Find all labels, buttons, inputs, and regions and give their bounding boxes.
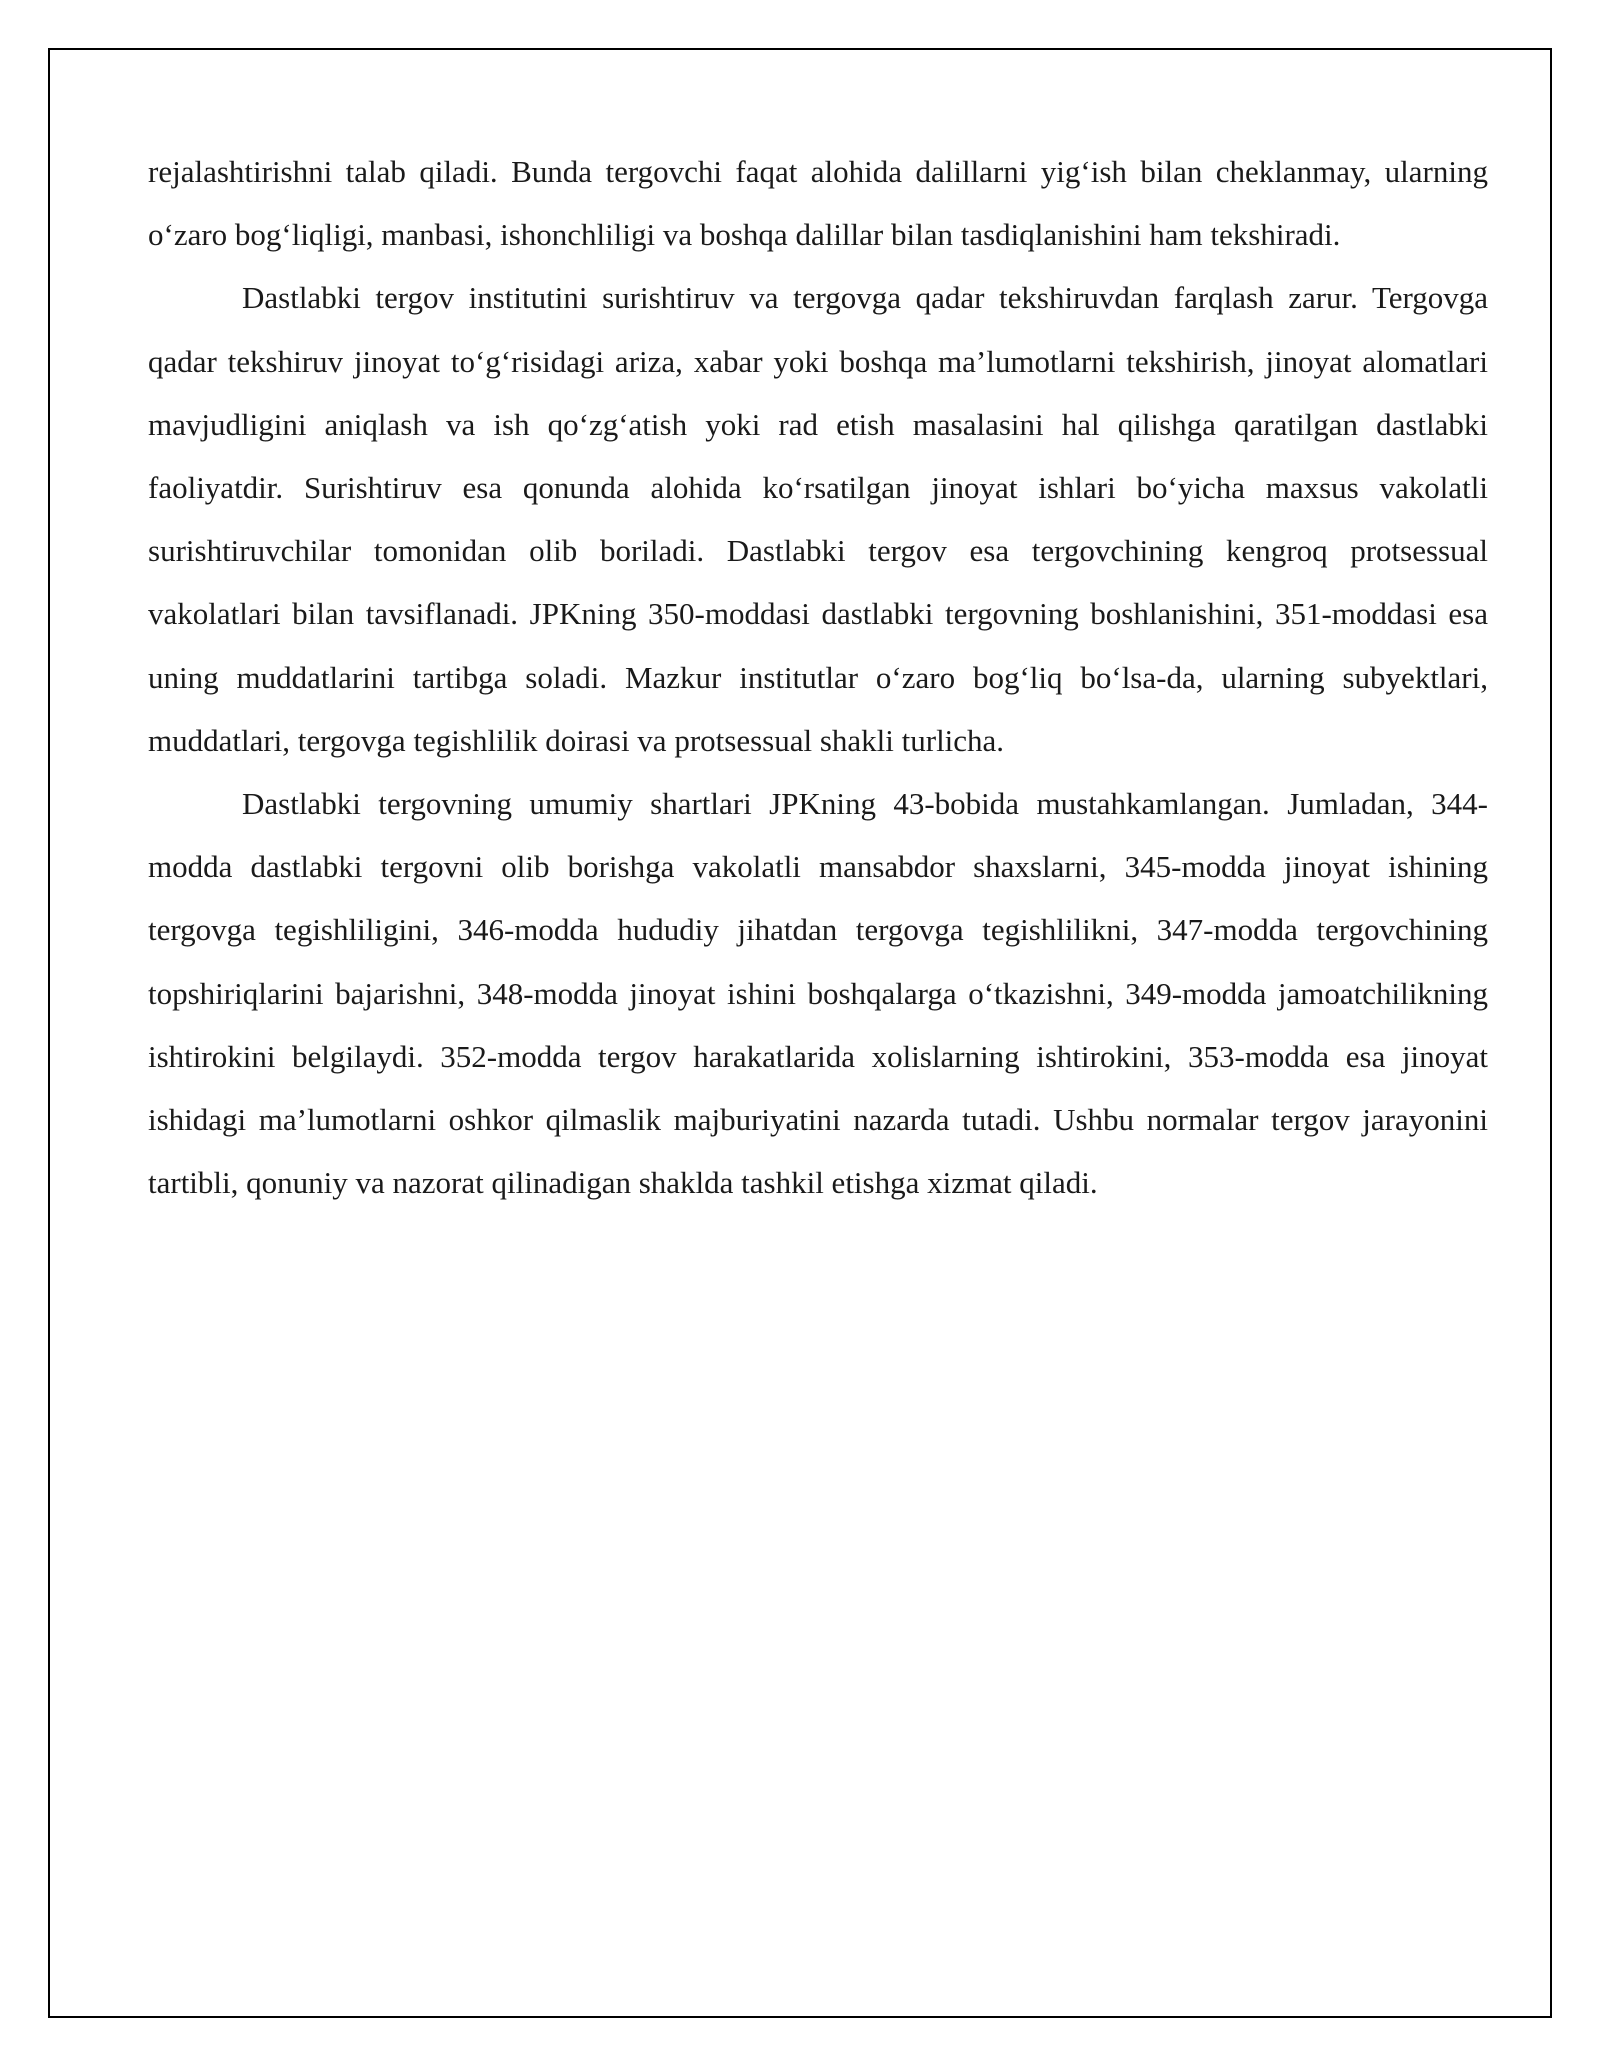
- paragraph-2: Dastlabki tergov institutini surishtiruv va tergovga qadar tekshiruvdan farqlash zarur. Tergovga qadar tekshiruv jinoyat to‘g‘risidagi ariza, xabar yoki boshqa ma’lumotlarni tekshirish, jinoyat alomatlari mavjudligini aniqlash va ish qo‘zg‘atish yoki rad etish masalasini hal qilishga qaratilgan dastlabki faoliyatdir. Surishtiruv esa qonunda alohida ko‘rsatilgan jinoyat ishlari bo‘yicha maxsus vakolatli surishtiruvchilar tomonidan olib boriladi. Dastlabki tergov esa tergovchining kengroq protsessual vakolatlari bilan tavsiflanadi. JPKning 350-moddasi dastlabki tergovning boshlanishini, 351-moddasi esa uning muddatlarini tartibga soladi. Mazkur institutlar o‘zaro bog‘liq bo‘lsa-da, ularning subyektlari, muddatlari, tergovga tegishlilik doirasi va protsessual shakli turlicha.: [148, 280, 1488, 758]
- document-body: [148, 140, 1488, 1214]
- paragraph-1: rejalashtirishni talab qiladi. Bunda tergovchi faqat alohida dalillarni yig‘ish bilan cheklanmay, ularning o‘zaro bog‘liqligi, manbasi, ishonchliligi va boshqa dalillar bilan tasdiqlanishini ham tekshiradi.: [148, 154, 1488, 253]
- paragraph-3: Dastlabki tergovning umumiy shartlari JPKning 43-bobida mustahkamlangan. Jumladan, 344-modda dastlabki tergovni olib borishga vakolatli mansabdor shaxslarni, 345-modda jinoyat ishining tergovga tegishliligini, 346-modda hududiy jihatdan tergovga tegishlilikni, 347-modda tergovchining topshiriqlarini bajarishni, 348-modda jinoyat ishini boshqalarga o‘tkazishni, 349-modda jamoatchilikning ishtirokini belgilaydi. 352-modda tergov harakatlarida xolislarning ishtirokini, 353-modda esa jinoyat ishidagi ma’lumotlarni oshkor qilmaslik majburiyatini nazarda tutadi. Ushbu normalar tergov jarayonini tartibli, qonuniy va nazorat qilinadigan shaklda tashkil etishga xizmat qiladi.: [148, 786, 1488, 1201]
